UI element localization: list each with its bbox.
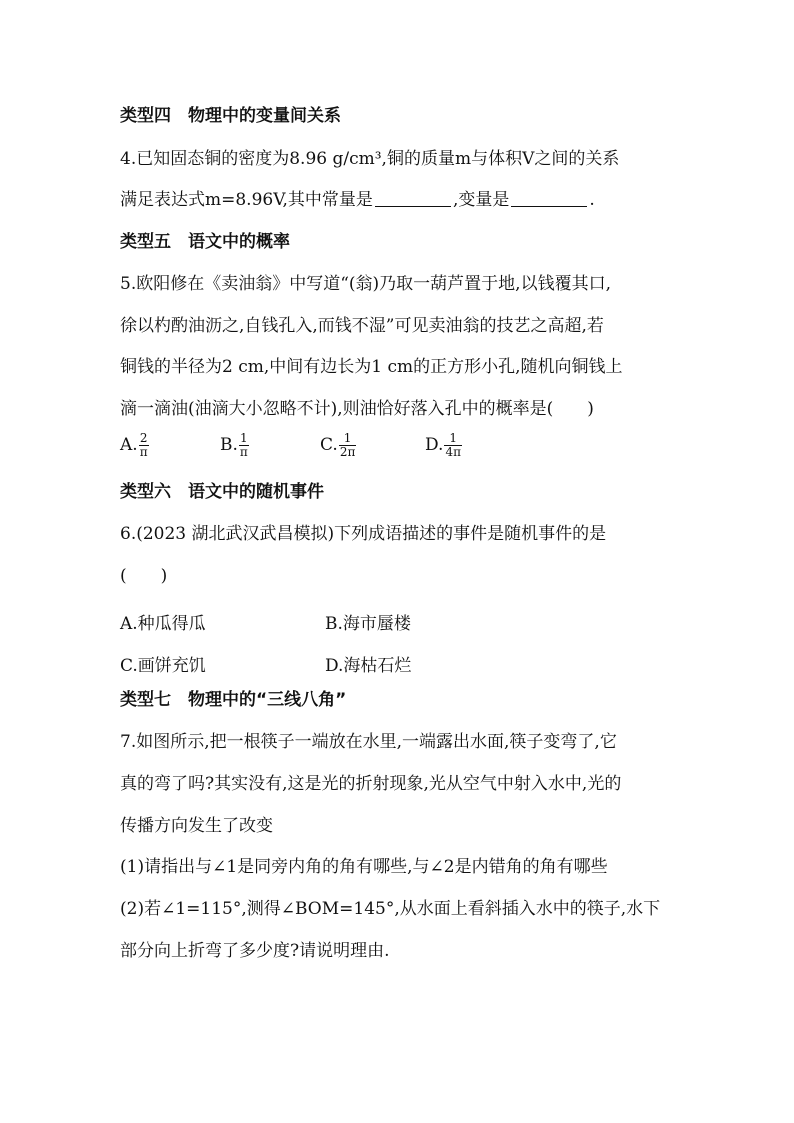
fraction: [239, 432, 249, 458]
denominator: π: [239, 444, 248, 459]
q4-line2-text-c: .: [589, 190, 595, 210]
q7-line1: 7.如图所示,把一根筷子一端放在水里,一端露出水面,筷子变弯了,它: [120, 732, 617, 752]
answer-blank-variable[interactable]: [511, 192, 587, 207]
q6-option-b[interactable]: B.海市蜃楼: [325, 614, 411, 634]
numerator: 1: [240, 431, 248, 445]
numerator: 2: [139, 431, 148, 445]
option-label: A.: [120, 435, 138, 456]
numerator: 1: [444, 432, 462, 446]
q6-option-c[interactable]: C.画饼充饥: [120, 656, 206, 676]
q4-line2-text-a: 满足表达式m=8.96V,其中常量是: [120, 190, 373, 210]
fraction: [339, 432, 357, 458]
q7-line3: 传播方向发生了改变: [120, 816, 273, 836]
option-label: B.: [220, 435, 238, 456]
option-label: C.: [320, 435, 338, 456]
q5-line4: 滴一滴油(油滴大小忽略不计),则油恰好落入孔中的概率是( ): [120, 399, 594, 419]
option-label: D.: [425, 435, 444, 456]
q7-line5: (2)若∠1=115°,测得∠BOM=145°,从水面上看斜插入水中的筷子,水下: [120, 899, 661, 919]
section-heading-type6: 类型六 语文中的随机事件: [120, 482, 324, 502]
q5-line3: 铜钱的半径为2 cm,中间有边长为1 cm的正方形小孔,随机向铜钱上: [120, 357, 623, 377]
q6-line2: ( ): [120, 566, 168, 586]
q4-line1: 4.已知固态铜的密度为8.96 g/cm³,铜的质量m与体积V之间的关系: [120, 149, 620, 169]
q5-option-d[interactable]: [425, 432, 462, 458]
section-heading-type5: 类型五 语文中的概率: [120, 232, 290, 252]
q7-line6: 部分向上折弯了多少度?请说明理由.: [120, 941, 390, 961]
q5-line1: 5.欧阳修在《卖油翁》中写道“(翁)乃取一葫芦置于地,以钱覆其口,: [120, 274, 611, 294]
q4-line2-text-b: ,变量是: [452, 190, 510, 210]
q5-option-b[interactable]: [220, 432, 249, 458]
q6-line1: 6.(2023 湖北武汉武昌模拟)下列成语描述的事件是随机事件的是: [120, 524, 607, 544]
answer-blank-constant[interactable]: [375, 192, 451, 207]
q4-line2: [120, 192, 595, 209]
q7-line4: (1)请指出与∠1是同旁内角的角有哪些,与∠2是内错角的角有哪些: [120, 857, 608, 877]
q6-option-d[interactable]: D.海枯石烂: [325, 656, 412, 676]
denominator: 2π: [339, 444, 356, 459]
numerator: 1: [339, 432, 357, 446]
q5-option-a[interactable]: [120, 432, 149, 458]
denominator: π: [139, 444, 148, 459]
denominator: 4π: [445, 444, 461, 459]
section-heading-type4: 类型四 物理中的变量间关系: [120, 106, 341, 126]
q5-line2: 徐以杓酌油沥之,自钱孔入,而钱不湿”可见卖油翁的技艺之高超,若: [120, 316, 604, 336]
fraction: [444, 432, 462, 458]
q7-line2: 真的弯了吗?其实没有,这是光的折射现象,光从空气中射入水中,光的: [120, 774, 622, 794]
fraction: [139, 432, 149, 458]
section-heading-type7: 类型七 物理中的“三线八角”: [120, 690, 347, 710]
q5-option-c[interactable]: [320, 432, 356, 458]
q6-option-a[interactable]: A.种瓜得瓜: [120, 614, 206, 634]
